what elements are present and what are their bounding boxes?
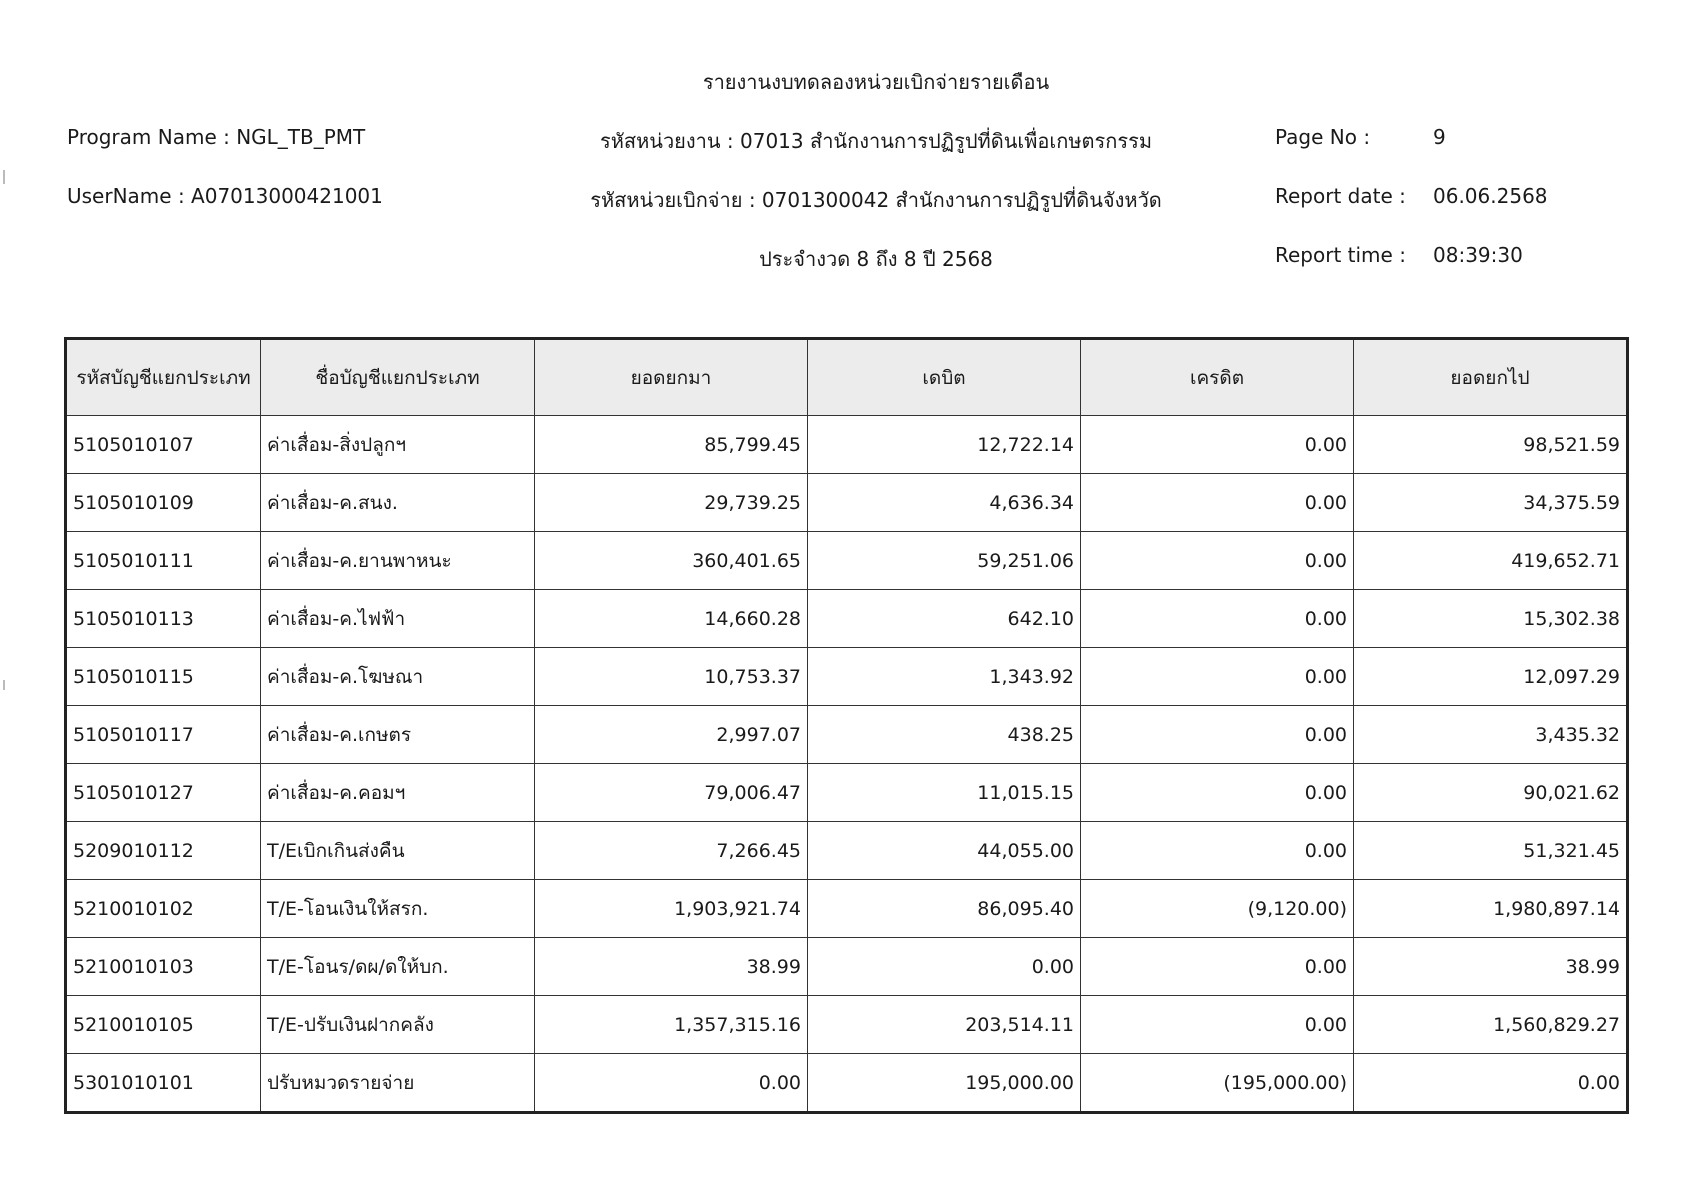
table-row	[66, 764, 1628, 822]
table-row	[66, 1054, 1628, 1113]
account-code: 5105010127	[66, 764, 261, 822]
column-header-account-name: ชื่อบัญชีแยกประเภท	[261, 339, 535, 416]
report-date-value: 06.06.2568	[1433, 184, 1548, 208]
account-code: 5105010107	[66, 416, 261, 474]
trial-balance-table	[64, 337, 1629, 1114]
page-no-value: 9	[1433, 125, 1446, 149]
table-header-row	[66, 339, 1628, 416]
report-time-label: Report time :	[1275, 243, 1406, 267]
debit: 4,636.34	[808, 474, 1081, 532]
table-row	[66, 648, 1628, 706]
debit: 438.25	[808, 706, 1081, 764]
disbursement-unit-line: รหัสหน่วยเบิกจ่าย : 0701300042 สำนักงานการปฏิรูปที่ดินจังหวัด	[590, 188, 1162, 212]
account-code: 5209010112	[66, 822, 261, 880]
account-code: 5301010101	[66, 1054, 261, 1113]
debit: 642.10	[808, 590, 1081, 648]
closing-balance: 34,375.59	[1354, 474, 1628, 532]
opening-balance: 1,357,315.16	[535, 996, 808, 1054]
scan-mark	[3, 170, 5, 184]
table-row	[66, 938, 1628, 996]
column-header-account-code: รหัสบัญชีแยกประเภท	[66, 339, 261, 416]
debit: 59,251.06	[808, 532, 1081, 590]
table-row	[66, 590, 1628, 648]
table-row	[66, 996, 1628, 1054]
opening-balance: 29,739.25	[535, 474, 808, 532]
opening-balance: 10,753.37	[535, 648, 808, 706]
account-name: ค่าเสื่อม-ค.คอมฯ	[261, 764, 535, 822]
column-header-opening-balance: ยอดยกมา	[535, 339, 808, 416]
opening-balance: 14,660.28	[535, 590, 808, 648]
opening-balance: 1,903,921.74	[535, 880, 808, 938]
credit: 0.00	[1081, 996, 1354, 1054]
table-row	[66, 706, 1628, 764]
period-line: ประจำงวด 8 ถึง 8 ปี 2568	[759, 247, 993, 271]
account-name: ปรับหมวดรายจ่าย	[261, 1054, 535, 1113]
closing-balance: 38.99	[1354, 938, 1628, 996]
table-row	[66, 532, 1628, 590]
column-header-debit: เดบิต	[808, 339, 1081, 416]
closing-balance: 0.00	[1354, 1054, 1628, 1113]
account-name: ค่าเสื่อม-ค.ยานพาหนะ	[261, 532, 535, 590]
credit: (9,120.00)	[1081, 880, 1354, 938]
debit: 195,000.00	[808, 1054, 1081, 1113]
closing-balance: 419,652.71	[1354, 532, 1628, 590]
table-row	[66, 880, 1628, 938]
debit: 86,095.40	[808, 880, 1081, 938]
report-title: รายงานงบทดลองหน่วยเบิกจ่ายรายเดือน	[702, 70, 1050, 94]
opening-balance: 360,401.65	[535, 532, 808, 590]
credit: 0.00	[1081, 590, 1354, 648]
credit: 0.00	[1081, 532, 1354, 590]
account-name: ค่าเสื่อม-สิ่งปลูกฯ	[261, 416, 535, 474]
account-name: ค่าเสื่อม-ค.สนง.	[261, 474, 535, 532]
username: UserName : A07013000421001	[67, 184, 383, 208]
credit: 0.00	[1081, 648, 1354, 706]
account-code: 5210010103	[66, 938, 261, 996]
debit: 44,055.00	[808, 822, 1081, 880]
table-row	[66, 822, 1628, 880]
account-code: 5210010105	[66, 996, 261, 1054]
closing-balance: 1,980,897.14	[1354, 880, 1628, 938]
account-name: ค่าเสื่อม-ค.ไฟฟ้า	[261, 590, 535, 648]
credit: 0.00	[1081, 764, 1354, 822]
debit: 11,015.15	[808, 764, 1081, 822]
column-header-closing-balance: ยอดยกไป	[1354, 339, 1628, 416]
debit: 12,722.14	[808, 416, 1081, 474]
credit: 0.00	[1081, 416, 1354, 474]
closing-balance: 1,560,829.27	[1354, 996, 1628, 1054]
account-name: ค่าเสื่อม-ค.โฆษณา	[261, 648, 535, 706]
account-code: 5210010102	[66, 880, 261, 938]
opening-balance: 38.99	[535, 938, 808, 996]
scan-mark	[3, 680, 5, 690]
account-code: 5105010117	[66, 706, 261, 764]
credit: 0.00	[1081, 822, 1354, 880]
closing-balance: 3,435.32	[1354, 706, 1628, 764]
opening-balance: 79,006.47	[535, 764, 808, 822]
credit: 0.00	[1081, 474, 1354, 532]
credit: 0.00	[1081, 938, 1354, 996]
closing-balance: 98,521.59	[1354, 416, 1628, 474]
opening-balance: 85,799.45	[535, 416, 808, 474]
agency-line: รหัสหน่วยงาน : 07013 สำนักงานการปฏิรูปที่ดินเพื่อเกษตรกรรม	[599, 129, 1153, 153]
debit: 203,514.11	[808, 996, 1081, 1054]
account-code: 5105010111	[66, 532, 261, 590]
account-code: 5105010115	[66, 648, 261, 706]
report-time-value: 08:39:30	[1433, 243, 1523, 267]
program-name: Program Name : NGL_TB_PMT	[67, 125, 366, 149]
opening-balance: 7,266.45	[535, 822, 808, 880]
opening-balance: 0.00	[535, 1054, 808, 1113]
account-code: 5105010113	[66, 590, 261, 648]
table-row	[66, 474, 1628, 532]
account-code: 5105010109	[66, 474, 261, 532]
debit: 0.00	[808, 938, 1081, 996]
opening-balance: 2,997.07	[535, 706, 808, 764]
report-date-label: Report date :	[1275, 184, 1406, 208]
account-name: T/E-โอนเงินให้สรก.	[261, 880, 535, 938]
page-no-label: Page No :	[1275, 125, 1371, 149]
column-header-credit: เครดิต	[1081, 339, 1354, 416]
account-name: T/E-ปรับเงินฝากคลัง	[261, 996, 535, 1054]
credit: 0.00	[1081, 706, 1354, 764]
credit: (195,000.00)	[1081, 1054, 1354, 1113]
closing-balance: 90,021.62	[1354, 764, 1628, 822]
table-row	[66, 416, 1628, 474]
account-name: T/Eเบิกเกินส่งคืน	[261, 822, 535, 880]
closing-balance: 15,302.38	[1354, 590, 1628, 648]
account-name: T/E-โอนร/ดผ/ดให้บก.	[261, 938, 535, 996]
closing-balance: 51,321.45	[1354, 822, 1628, 880]
debit: 1,343.92	[808, 648, 1081, 706]
account-name: ค่าเสื่อม-ค.เกษตร	[261, 706, 535, 764]
closing-balance: 12,097.29	[1354, 648, 1628, 706]
